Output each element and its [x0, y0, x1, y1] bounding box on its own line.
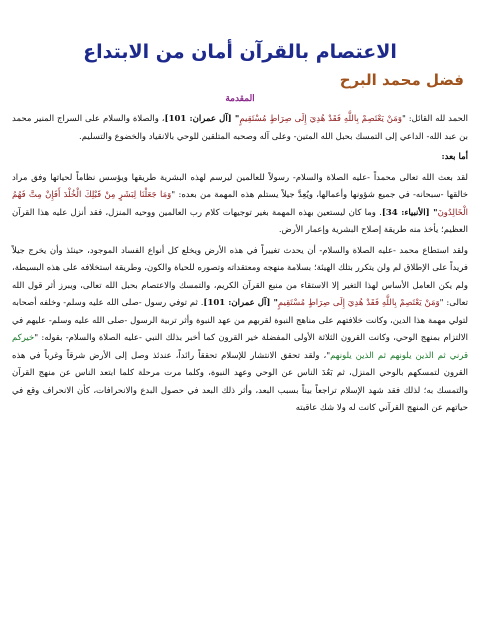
quran-verse: وَمَا جَعَلْنَا لِبَشَرٍ مِنْ قَبْلِكَ الْخُلْدَ أَفَإِنْ مِتَّ فَهُمُ الْخَالِدُونَ [12, 190, 468, 218]
verse-reference: " [الأنبياء: 34] [381, 207, 438, 218]
paragraph-mission-post: . وما كان ليستعين بهذه المهمة بغير توجيهات كلام رب العالمين ووحيه المنزل، فقد أنزل عليه هذا القرآن العظيم؛ يأخذ منه طريقة إصلاح البشرية وإعمار الأرض. [12, 207, 468, 235]
paragraph-opening [12, 111, 468, 146]
document-title: الاعتصام بالقرآن أمان من الابتداع [83, 41, 397, 63]
author-name: فضل محمد البرح [339, 71, 464, 89]
paragraph-mission-pre: لقد بعث الله تعالى محمداً -عليه الصلاة والسلام- رسولاً للعالمين ليرسم لهذه البشرية طريقها ويؤسس نظاماً لحياتها وفق مراد خالقها -سبحانه- في جميع شؤونها وأعمالها، ويُعِدَّ جيلاً يستلم هذه المهمة من بعده: " [12, 172, 468, 200]
verse-reference: " [آل عمران: 101] [164, 114, 240, 124]
hadith-quote: خيركم قرني ثم الذين يلونهم ثم الذين يلونهم [12, 333, 469, 361]
paragraph-history-mid: . ثم توفي رسول -صلى الله عليه وسلم- وخلفه أصحابه لتولي مهمة هذا الدين، وكانت خلافتهم على مناهج النبوة لقربهم من عهد النبوة وأثر تربية الرسول -صلى الله عليه وسلم- عليهم في الالتزام بمنهج الوحي، وكانت القرون الثلاثة الأولى المفضلة خير القرون كما أخبر بذلك النبي -عليه الصلاة والسلام- بقوله: " [12, 298, 468, 343]
paragraph-opening-pre: الحمد لله القائل: " [401, 114, 468, 124]
paragraph-mission [12, 170, 468, 240]
verse-reference: " [آل عمران: 101] [203, 298, 278, 308]
paragraph-history-pre: ولقد استطاع محمد -عليه الصلاة والسلام- أن يحدث تغييراً في هذه الأرض ويخلع كل أنواع الفساد الموجود، حينئذ وأن يخرج جيلاً فريداً على الإطلاق لم ولن يتكرر بتلك الهيئة؛ بسلامة منهجه ومعتقداته وتصوره للحياة والكون، وطريقة استخلافه على هذه البسيطة، ولم يكن العامل الأساس لهذا التغير إلا الاستقاء من منبع القرآن الكريم، والتمسك والاعتصام بحبل الله تعالى، ويبرز أثر قول الله تعالى: " [12, 245, 468, 308]
amma-baad-heading: أما بعد: [441, 152, 468, 162]
quran-verse: وَمَنْ يَعْتَصِمْ بِاللَّهِ فَقَدْ هُدِيَ إِلَى صِرَاطٍ مُسْتَقِيمٍ [277, 298, 440, 308]
paragraph-history [12, 243, 468, 418]
paragraph-opening-post: ، والصلاة والسلام على السراج المنير محمد بن عبد الله- الداعي إلى التمسك بحبل الله المتين- وعلى آله وصحبه المتلقين للوحي بالانقياد والخضوع والتسليم. [12, 114, 468, 142]
quran-verse: وَمَنْ يَعْتَصِمْ بِاللَّهِ فَقَدْ هُدِيَ إِلَى صِرَاطٍ مُسْتَقِيمٍ [239, 114, 402, 124]
intro-heading: المقدمة [225, 94, 255, 104]
paragraph-history-post: "، ولقد تحقق الانتشار للإسلام تحققاً رائداً، عندئذ وصل إلى الأرض شرقاً وغرباً في هذه القرون لتمسكهم بالوحي المنزل، ثم بَعُدَ الناس عن الوحي وعهد النبوة، وكلما مرت مرحلة كلما ابتعد الناس عن منهج القرآن والتمسك به؛ لذلك فقد شهد الإسلام تراجعاً بيناً بسبب البعد، وأثر ذلك البعد في حصول البدع والانحرافات، كأن الانحراف وقع في حياتهم عن المنهج القرآني كانت له ولا شك عاقبته [12, 350, 468, 413]
